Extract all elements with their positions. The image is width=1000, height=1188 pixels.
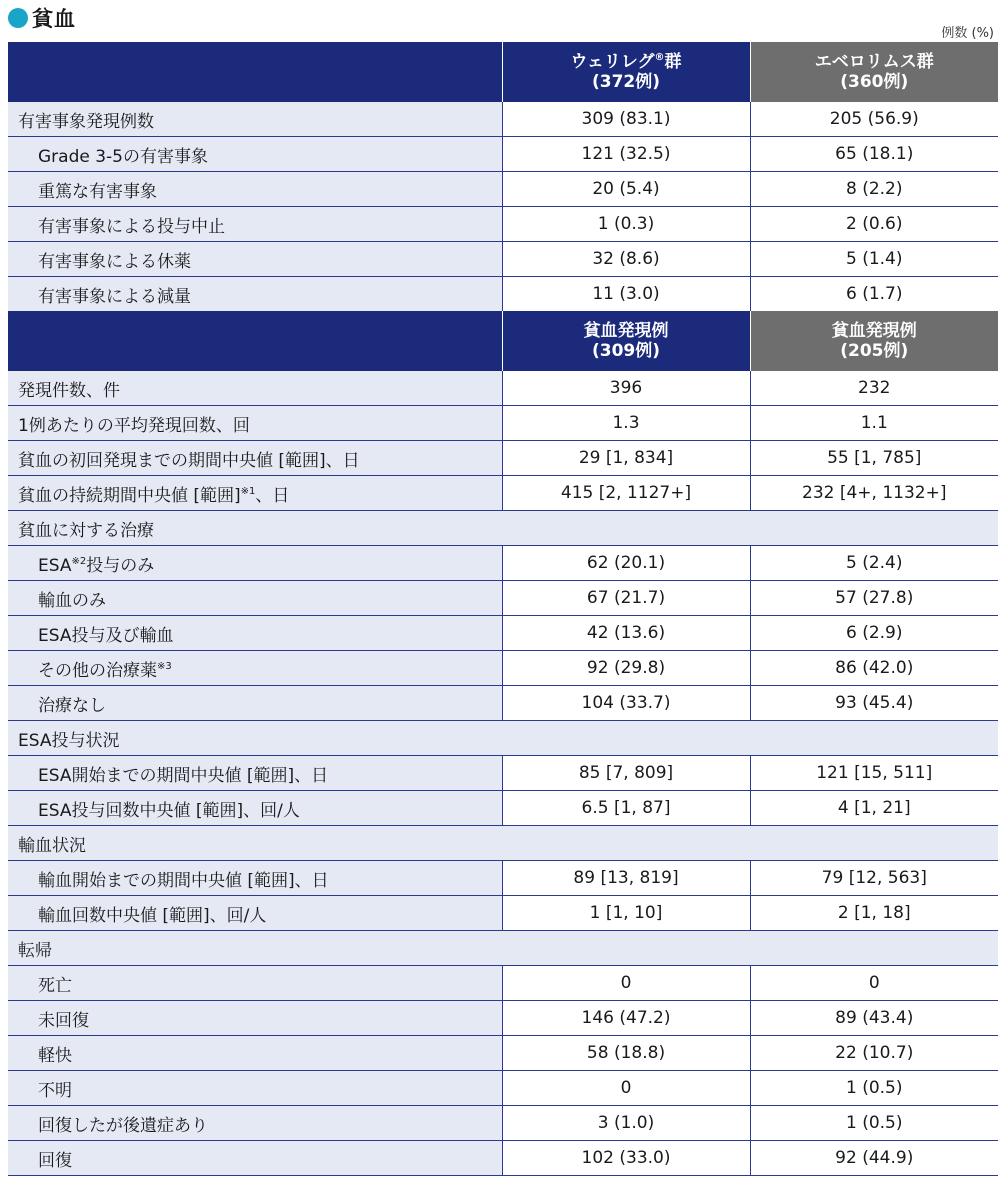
- table-cell: 62 (20.1): [502, 546, 750, 581]
- table-cell: 2 [1, 18]: [750, 896, 998, 931]
- table-cell: 8 (2.2): [750, 172, 998, 207]
- table-cell: ESA開始までの期間中央値 [範囲]、日: [8, 756, 502, 791]
- table-cell: 32 (8.6): [502, 242, 750, 277]
- footnote-mark: ※2: [71, 555, 87, 567]
- table-cell: 1 (0.5): [750, 1071, 998, 1106]
- section-heading-outcome: [8, 931, 998, 966]
- footnote-mark: ®: [654, 52, 665, 63]
- table-cell: 1例あたりの平均発現回数、回: [8, 406, 502, 441]
- table-cell: 309 (83.1): [502, 102, 750, 137]
- table-cell: 回復したが後遺症あり: [8, 1106, 502, 1141]
- table-cell: 回復: [8, 1141, 502, 1176]
- table-row: [8, 371, 998, 406]
- table-cell: 65 (18.1): [750, 137, 998, 172]
- table-cell: 102 (33.0): [502, 1141, 750, 1176]
- table-cell: 輸血状況: [8, 826, 998, 861]
- header-blank: [8, 42, 502, 102]
- title-text: 貧血: [32, 7, 76, 31]
- table-row: [8, 137, 998, 172]
- table-cell: 121 [15, 511]: [750, 756, 998, 791]
- table-cell: 2 (0.6): [750, 207, 998, 242]
- header2-blank: [8, 311, 502, 371]
- table-cell: ESA投与及び輸血: [8, 616, 502, 651]
- table-row: [8, 616, 998, 651]
- table-row: [8, 172, 998, 207]
- table-cell: 転帰: [8, 931, 998, 966]
- table-cell: 89 (43.4): [750, 1001, 998, 1036]
- table-cell: 146 (47.2): [502, 1001, 750, 1036]
- table-cell: 0: [750, 966, 998, 1001]
- table-cell: 有害事象による休薬: [8, 242, 502, 277]
- table-cell: (372例): [591, 72, 661, 92]
- table-cell: 輸血回数中央値 [範囲]、回/人: [8, 896, 502, 931]
- table-cell: 有害事象発現例数: [8, 102, 502, 137]
- table-cell: (309例): [591, 341, 661, 361]
- table-row: [8, 791, 998, 826]
- table-cell: ESA投与状況: [8, 721, 998, 756]
- table-cell: 58 (18.8): [502, 1036, 750, 1071]
- table-cell: 有害事象による減量: [8, 277, 502, 312]
- table-row: [8, 966, 998, 1001]
- header-row-1: [8, 42, 998, 102]
- table-cell: 輸血開始までの期間中央値 [範囲]、日: [8, 861, 502, 896]
- table-cell: 20 (5.4): [502, 172, 750, 207]
- table-row: [8, 207, 998, 242]
- table-cell: 1.1: [750, 406, 998, 441]
- table-cell: 群: [664, 52, 682, 72]
- table-cell: 1.3: [502, 406, 750, 441]
- table-cell: 4 [1, 21]: [750, 791, 998, 826]
- table-cell: 0: [502, 1071, 750, 1106]
- table-cell: 104 (33.7): [502, 686, 750, 721]
- table-cell: 92 (29.8): [502, 651, 750, 686]
- table-row: [8, 242, 998, 277]
- table-cell: エベロリムス群: [814, 52, 934, 72]
- footnote-mark: ※1: [240, 485, 256, 497]
- table-cell: 貧血に対する治療: [8, 511, 998, 546]
- table-row: [8, 441, 998, 476]
- table-row: [8, 686, 998, 721]
- table-row: [8, 1071, 998, 1106]
- table-cell: 貧血発現例: [831, 321, 917, 341]
- table-row: [8, 1141, 998, 1176]
- table-cell: 396: [502, 371, 750, 406]
- table-cell: 22 (10.7): [750, 1036, 998, 1071]
- bullet-dot-icon: [8, 8, 28, 28]
- table-row: [8, 756, 998, 791]
- table-cell: ウェリレグ: [570, 52, 655, 72]
- table-cell: 6.5 [1, 87]: [502, 791, 750, 826]
- table-cell: 発現件数、件: [8, 371, 502, 406]
- table-row: [8, 476, 998, 511]
- table-cell: 29 [1, 834]: [502, 441, 750, 476]
- table-cell: 3 (1.0): [502, 1106, 750, 1141]
- table-cell: 79 [12, 563]: [750, 861, 998, 896]
- table-cell: 121 (32.5): [502, 137, 750, 172]
- table-cell: 不明: [8, 1071, 502, 1106]
- table-cell: (205例): [840, 341, 909, 361]
- table-row: [8, 896, 998, 931]
- table-row: [8, 1036, 998, 1071]
- header-row-2: [8, 311, 998, 371]
- table-cell: 86 (42.0): [750, 651, 998, 686]
- header-everolimus: [750, 42, 998, 102]
- page-title: [8, 4, 76, 32]
- table-row: [8, 406, 998, 441]
- table-cell: 5 (2.4): [750, 546, 998, 581]
- table-cell: 6 (1.7): [750, 277, 998, 312]
- table-cell: (360例): [840, 72, 909, 92]
- footnote-mark: ※3: [157, 660, 172, 672]
- table-cell: 有害事象による投与中止: [8, 207, 502, 242]
- table-cell: 貧血発現例: [583, 321, 669, 341]
- header2-everolimus: [750, 311, 998, 371]
- table-cell: 軽快: [8, 1036, 502, 1071]
- section-heading-transfusion: [8, 826, 998, 861]
- table-cell: 1 (0.5): [750, 1106, 998, 1141]
- table-row: [8, 651, 998, 686]
- unit-note: 例数 (%): [941, 26, 994, 41]
- table-cell: ESA$^{※2}$投与のみ: [8, 546, 502, 581]
- table-row: [8, 546, 998, 581]
- table-cell: 1 (0.3): [502, 207, 750, 242]
- table-cell: 11 (3.0): [502, 277, 750, 312]
- table-cell: 92 (44.9): [750, 1141, 998, 1176]
- table-cell: ESA投与回数中央値 [範囲]、回/人: [8, 791, 502, 826]
- table-cell: 232: [750, 371, 998, 406]
- table-cell: 5 (1.4): [750, 242, 998, 277]
- table-cell: 415 [2, 1127+]: [502, 476, 750, 511]
- table-cell: 6 (2.9): [750, 616, 998, 651]
- table-cell: 232 [4+, 1132+]: [750, 476, 998, 511]
- table-row: [8, 1106, 998, 1141]
- table-cell: 42 (13.6): [502, 616, 750, 651]
- header-welireg: [502, 42, 750, 102]
- section-heading-esa: [8, 721, 998, 756]
- table-row: [8, 1001, 998, 1036]
- table-cell: 67 (21.7): [502, 581, 750, 616]
- anemia-table: [8, 42, 998, 1176]
- table-cell: 治療なし: [8, 686, 502, 721]
- table-row: [8, 102, 998, 137]
- table-cell: Grade 3-5の有害事象: [8, 137, 502, 172]
- table-cell: 貧血の初回発現までの期間中央値 [範囲]、日: [8, 441, 502, 476]
- table-row: [8, 581, 998, 616]
- header2-welireg: [502, 311, 750, 371]
- table-cell: 死亡: [8, 966, 502, 1001]
- table-cell: 205 (56.9): [750, 102, 998, 137]
- table-cell: 未回復: [8, 1001, 502, 1036]
- table-cell: 57 (27.8): [750, 581, 998, 616]
- table-cell: 1 [1, 10]: [502, 896, 750, 931]
- table-cell: 貧血の持続期間中央値 [範囲]$^{※1}$、日: [8, 476, 502, 511]
- table-row: [8, 861, 998, 896]
- table-cell: 89 [13, 819]: [502, 861, 750, 896]
- table-cell: 85 [7, 809]: [502, 756, 750, 791]
- table-cell: 輸血のみ: [8, 581, 502, 616]
- table-cell: 93 (45.4): [750, 686, 998, 721]
- section-heading-treatment: [8, 511, 998, 546]
- table-cell: 重篤な有害事象: [8, 172, 502, 207]
- table-cell: 0: [502, 966, 750, 1001]
- table-cell: その他の治療薬$^{※3}$: [8, 651, 502, 686]
- table-cell: 55 [1, 785]: [750, 441, 998, 476]
- table-row: [8, 277, 998, 312]
